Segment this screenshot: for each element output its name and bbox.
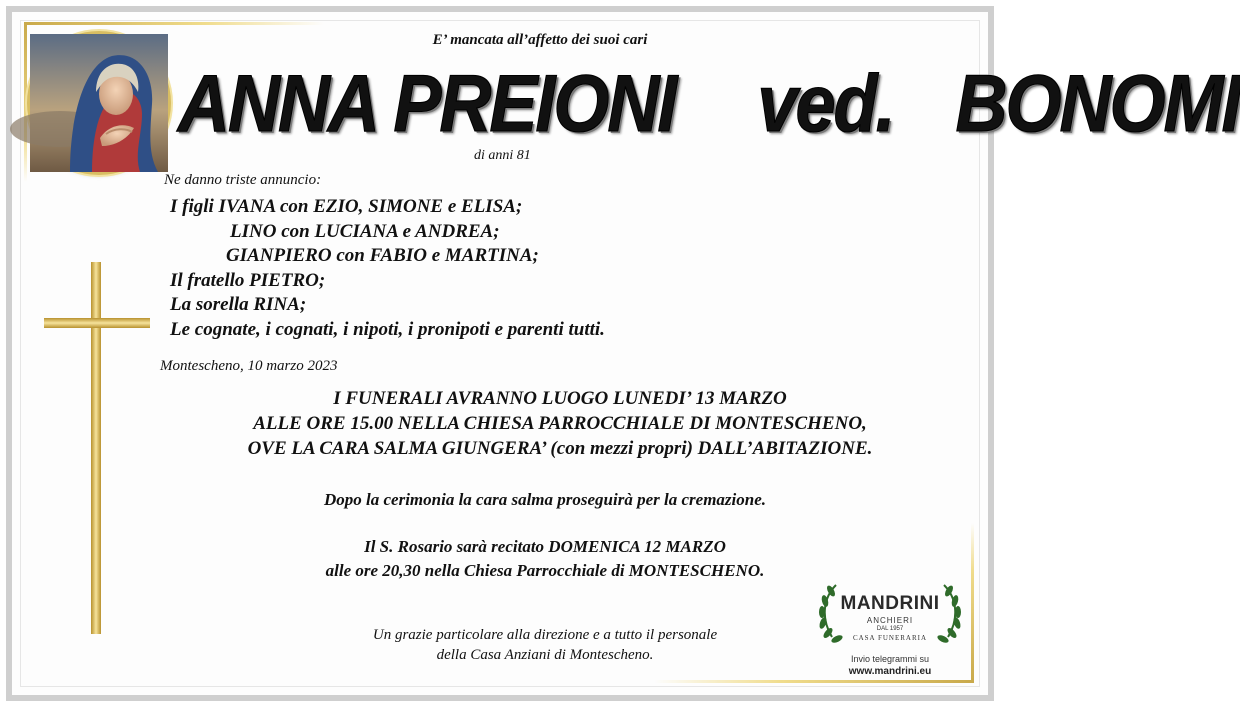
- funeral-home-logo: [810, 575, 970, 685]
- thanks-note: [220, 625, 870, 665]
- intro-line: E’ mancata all’affetto dei suoi cari: [432, 32, 648, 48]
- family-line: Il fratello PIETRO;: [170, 269, 326, 291]
- logo-sub: ANCHIERI: [866, 616, 914, 625]
- announce-line: Ne danno triste annuncio:: [164, 172, 322, 188]
- family-line: LINO con LUCIANA e ANDREA;: [230, 220, 500, 242]
- age-line: di anni 81: [474, 148, 531, 163]
- family-line: GIANPIERO con FABIO e MARTINA;: [226, 245, 539, 266]
- family-line: La sorella RINA;: [170, 294, 307, 315]
- deceased-first-name: ANNA PREIONI: [178, 59, 676, 149]
- place-date: Montescheno, 10 marzo 2023: [160, 358, 338, 374]
- deceased-married-name: BONOMI: [955, 59, 1240, 149]
- funeral-line: I FUNERALI AVRANNO LUOGO LUNEDI’ 13 MARZO: [333, 388, 787, 409]
- rosary-line: alle ore 20,30 nella Chiesa Parrocchiale di MONTESCHENO.: [325, 561, 765, 580]
- family-list: [170, 195, 605, 342]
- gold-corner-top-left: [24, 22, 324, 25]
- funeral-line: OVE LA CARA SALMA GIUNGERA’ (con mezzi propri) DALL’ABITAZIONE.: [247, 438, 873, 459]
- logo-website-link[interactable]: www.mandrini.eu: [848, 666, 932, 677]
- funeral-line: ALLE ORE 15.00 NELLA CHIESA PARROCCHIALE DI MONTESCHENO,: [253, 413, 867, 434]
- thanks-line: Un grazie particolare alla direzione e a tutto il personale: [372, 627, 718, 643]
- logo-telegram-note: Invio telegrammi su: [850, 654, 930, 664]
- family-line: Le cognate, i cognati, i nipoti, i pronipoti e parenti tutti.: [170, 318, 605, 340]
- logo-brand: MANDRINI: [840, 593, 940, 614]
- logo-year: DAL 1957: [876, 626, 904, 632]
- deceased-widow-label: ved.: [757, 59, 894, 149]
- thanks-line: della Casa Anziani di Montescheno.: [436, 647, 654, 663]
- golden-cross-icon: [44, 262, 150, 634]
- madonna-portrait-icon: [30, 34, 168, 172]
- rosary-line: Il S. Rosario sarà recitato DOMENICA 12 MARZO: [364, 537, 726, 556]
- family-line: I figli IVANA con EZIO, SIMONE e ELISA;: [170, 196, 523, 217]
- logo-kind: CASA FUNERARIA: [852, 634, 928, 642]
- cremation-line: Dopo la cerimonia la cara salma proseguirà per la cremazione.: [324, 490, 766, 509]
- funeral-info: [150, 386, 970, 461]
- gold-corner-bottom-right-vertical: [971, 523, 974, 683]
- laurel-wreath-icon: [810, 575, 970, 655]
- deceased-name: [178, 58, 1240, 161]
